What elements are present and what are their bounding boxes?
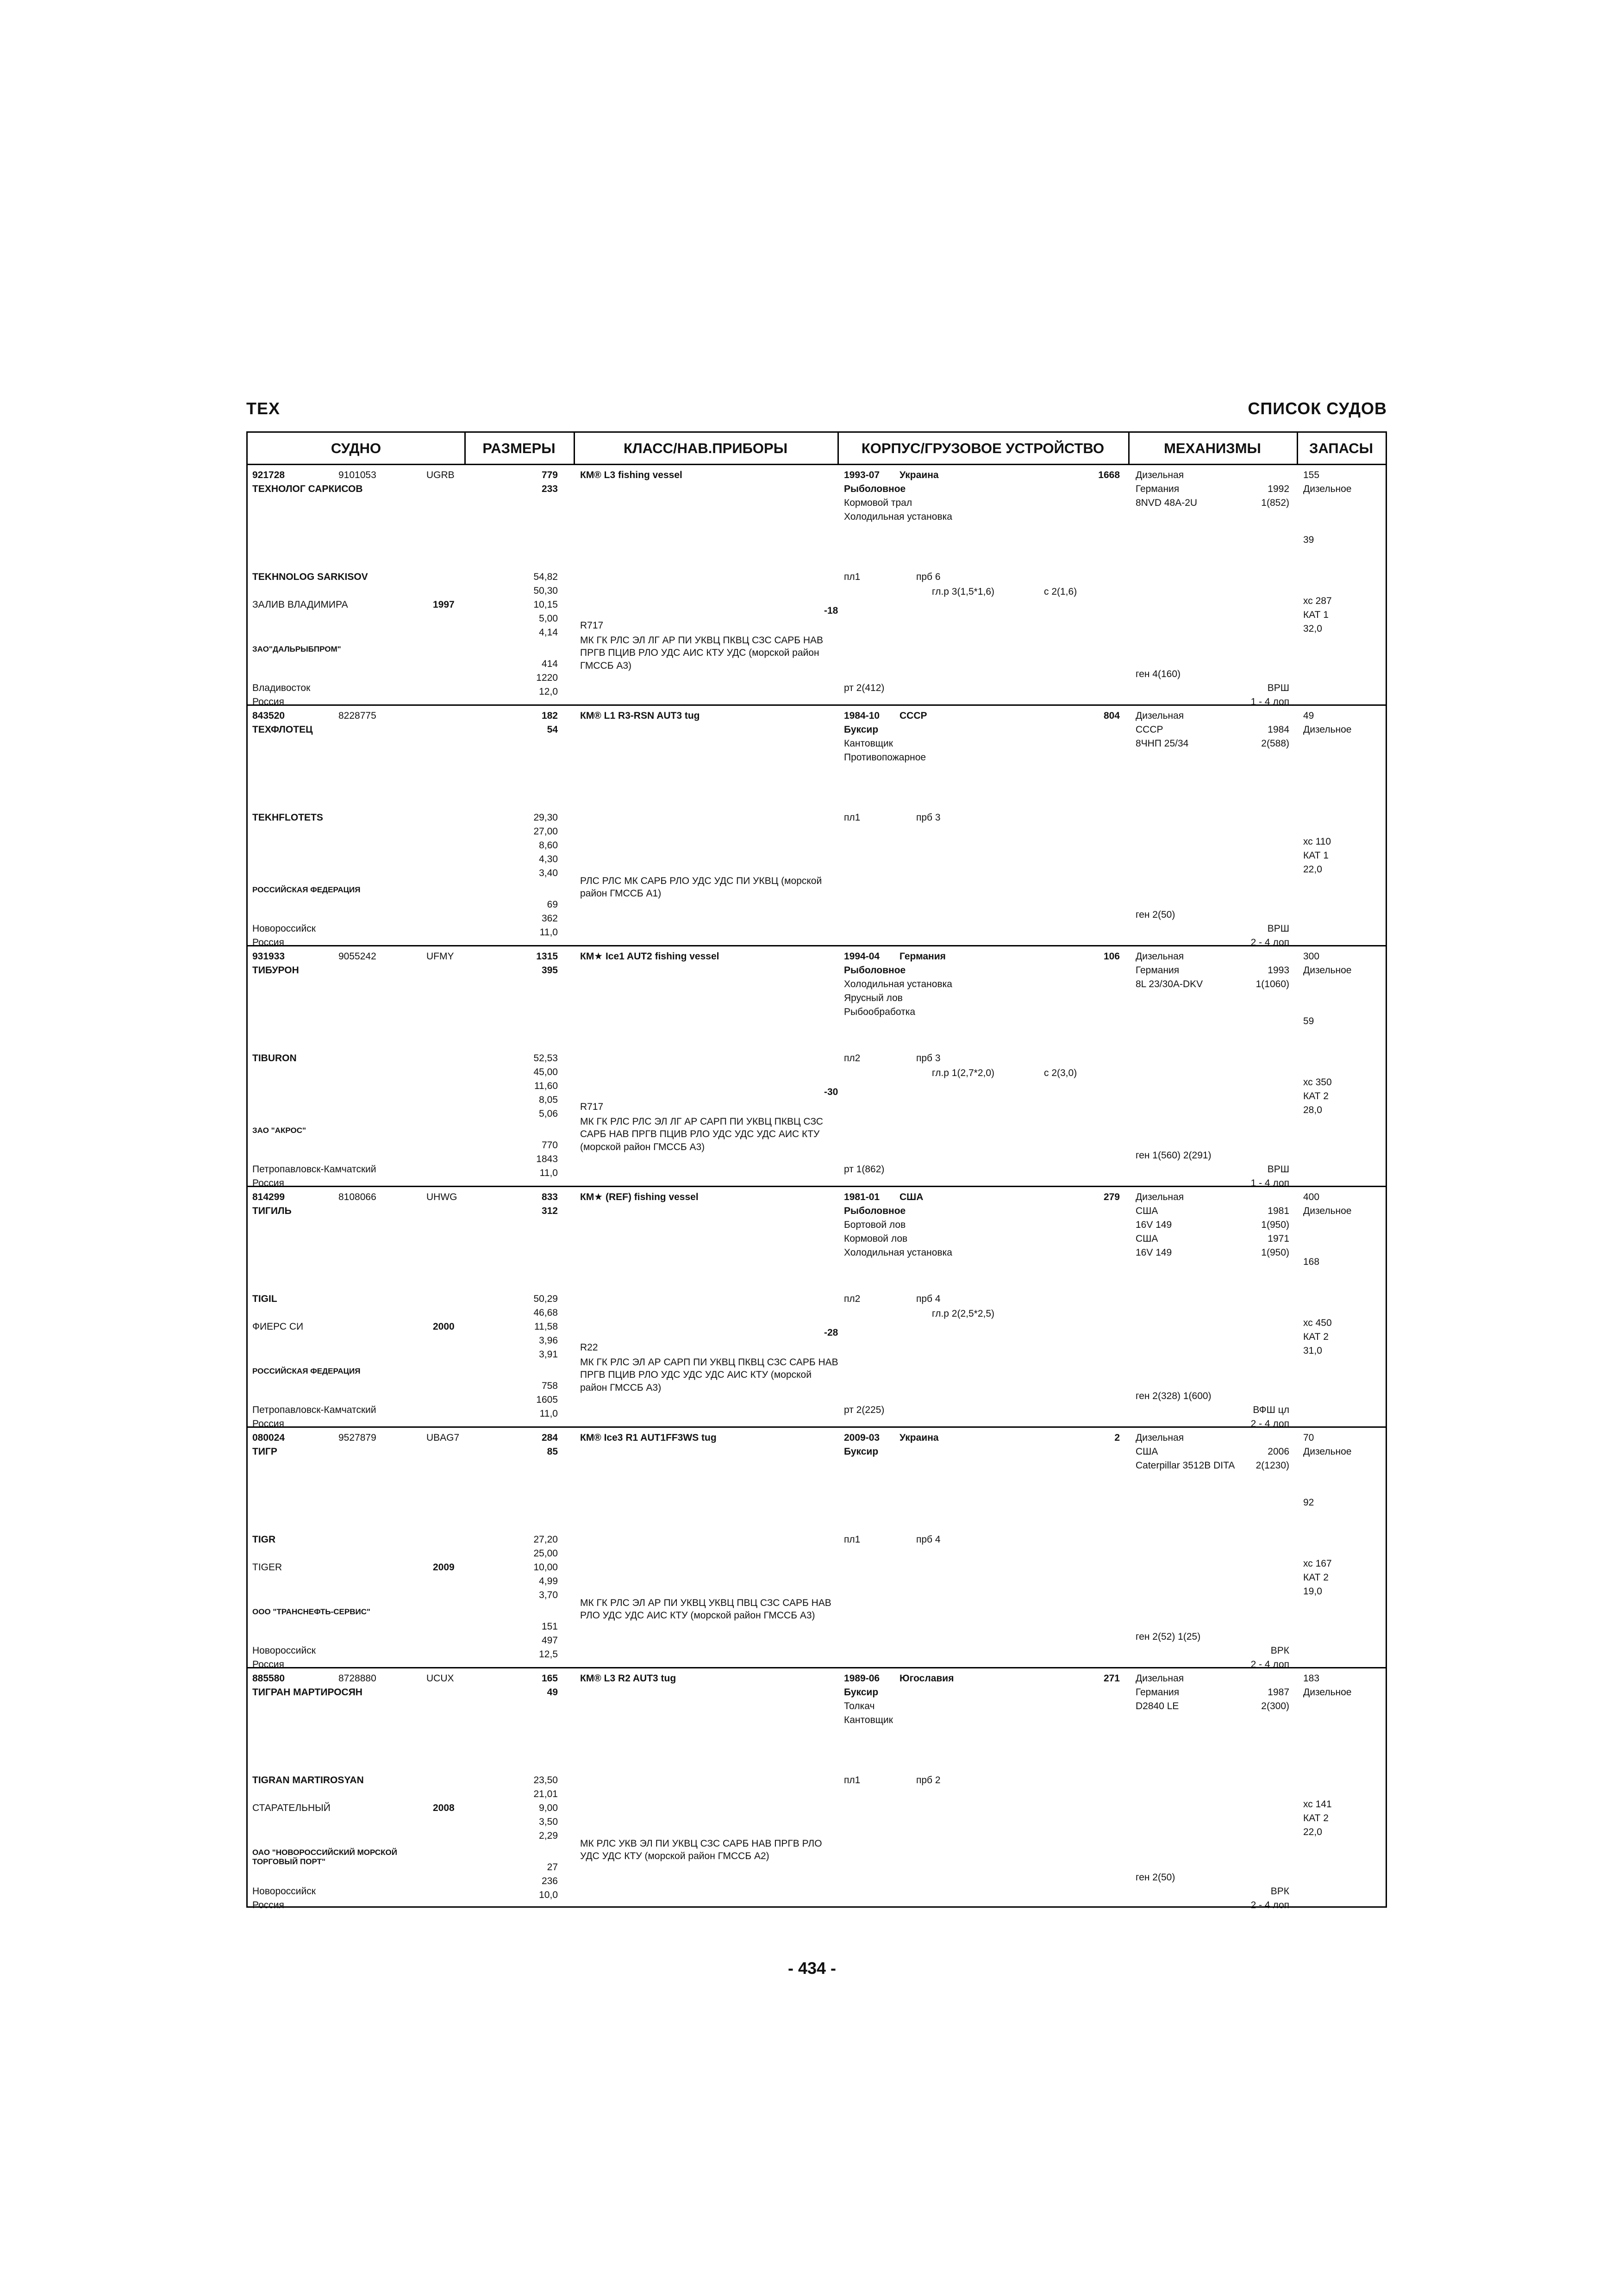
refrigerant: R22: [580, 1342, 598, 1353]
reg-number: 931933: [252, 951, 285, 962]
decks: пл1: [844, 572, 861, 582]
generators: ген 1(560) 2(291): [1136, 1150, 1212, 1161]
engine-country-2: США: [1136, 1233, 1158, 1244]
dimension-value: 46,68: [533, 1307, 558, 1318]
imo-number: 9101053: [338, 470, 376, 480]
vessel-record: [248, 1668, 1386, 1909]
fuel-amount: 70: [1303, 1432, 1314, 1443]
build-country: Югославия: [899, 1673, 954, 1684]
hull-feature: Бортовой лов: [844, 1220, 906, 1230]
divider: [837, 433, 839, 465]
former-name: СТАРАТЕЛЬНЫЙ: [252, 1803, 331, 1813]
build-country: Германия: [899, 951, 946, 962]
refrigerant: R717: [580, 1101, 604, 1112]
fuel-amount: 155: [1303, 470, 1320, 480]
hull-feature: Кантовщик: [844, 738, 893, 749]
speed: 12,0: [539, 686, 558, 697]
engine-model: D2840 LE: [1136, 1701, 1179, 1711]
hull-number: 2: [1114, 1432, 1120, 1443]
vessel-name-lat: TIBURON: [252, 1053, 297, 1064]
engine-country: Германия: [1136, 484, 1180, 494]
deadweight: 414: [541, 659, 558, 669]
flag-country: Россия: [252, 697, 284, 707]
hold-capacity: рт 1(862): [844, 1164, 885, 1175]
former-name-year: 2009: [433, 1562, 455, 1573]
category: КАТ 2: [1303, 1813, 1329, 1823]
water-amount: 92: [1303, 1497, 1314, 1508]
endurance: 22,0: [1303, 864, 1322, 875]
holds: прб 2: [916, 1775, 941, 1786]
speed: 10,0: [539, 1890, 558, 1900]
cargo-gear-2: с 2(1,6): [1044, 586, 1077, 597]
dimension-value: 4,14: [539, 627, 558, 638]
vessel-name-ru: ТЕХФЛОТЕЦ: [252, 724, 313, 735]
holds: прб 3: [916, 1053, 941, 1064]
column-header-class: КЛАСС/НАВ.ПРИБОРЫ: [574, 433, 837, 465]
holds: прб 6: [916, 572, 941, 582]
dimension-value: 2,29: [539, 1830, 558, 1841]
nav-equipment: МК ГК РЛС ЭЛ АР ПИ УКВЦ УКВЦ ПВЦ СЗС САРБ НАВ РЛО УДС УДС АИС КТУ (морской район ГМССБ А3): [580, 1598, 831, 1621]
call-sign: UCUX: [426, 1673, 454, 1684]
dimension-value: 50,29: [533, 1294, 558, 1304]
propeller-blades: 1 - 4 лоп: [1250, 697, 1289, 707]
engine-model: 8L 23/30A-DKV: [1136, 979, 1203, 989]
column-header-hull: КОРПУС/ГРУЗОВОЕ УСТРОЙСТВО: [837, 433, 1128, 465]
engine-power: 1(950): [1261, 1220, 1289, 1230]
propeller: ВФШ цл: [1253, 1405, 1289, 1415]
flag-country: Россия: [252, 1900, 284, 1910]
build-date: 1981-01: [844, 1192, 880, 1202]
home-port: Новороссийск: [252, 923, 316, 934]
vessel-record: [248, 706, 1386, 946]
owner: РОССИЙСКАЯ ФЕДЕРАЦИЯ: [252, 1367, 361, 1375]
engine-model: 8NVD 48A-2U: [1136, 498, 1198, 508]
dimension-value: 10,15: [533, 599, 558, 610]
water-amount: 39: [1303, 535, 1314, 545]
column-header-machinery: МЕХАНИЗМЫ: [1128, 433, 1297, 465]
hull-number: 106: [1103, 951, 1120, 962]
class-notation: КМ® Ice3 R1 AUT1FF3WS tug: [580, 1432, 717, 1443]
vessel-name-ru: ТЕХНОЛОГ САРКИСОВ: [252, 484, 363, 494]
vessel-record: [248, 465, 1386, 706]
former-name-year: 2008: [433, 1803, 455, 1813]
call-sign: UHWG: [426, 1192, 457, 1202]
home-port: Петропавловск-Камчатский: [252, 1405, 376, 1415]
cargo-gear: гл.р 3(1,5*1,6): [932, 586, 995, 597]
dimension-value: 11,60: [534, 1081, 558, 1091]
divider: [574, 433, 575, 465]
speed: 11,0: [539, 1168, 558, 1178]
engine-power: 2(588): [1261, 738, 1289, 749]
displacement: 362: [541, 913, 558, 924]
hull-feature: Толкач: [844, 1701, 875, 1711]
net-tonnage: 54: [547, 724, 558, 735]
hull-feature: Противопожарное: [844, 752, 926, 763]
column-header-dimensions: РАЗМЕРЫ: [464, 433, 574, 465]
engine-model: Caterpillar 3512B DITA: [1136, 1460, 1235, 1471]
hull-feature: Холодильная установка: [844, 979, 952, 989]
column-header-supplies: ЗАПАСЫ: [1297, 433, 1386, 465]
dimension-value: 4,99: [539, 1576, 558, 1587]
engine-type: Дизельная: [1136, 1432, 1184, 1443]
imo-number: 9527879: [338, 1432, 376, 1443]
build-date: 1994-04: [844, 951, 880, 962]
displacement: 236: [541, 1876, 558, 1886]
propeller-blades: 2 - 4 лоп: [1250, 1900, 1289, 1910]
engine-year: 1984: [1268, 724, 1289, 735]
gross-tonnage: 182: [541, 710, 558, 721]
vessel-name-ru: ТИГР: [252, 1446, 277, 1457]
stores: хс 141: [1303, 1799, 1332, 1810]
build-date: 2009-03: [844, 1432, 880, 1443]
hull-number: 279: [1103, 1192, 1120, 1202]
decks: пл1: [844, 1534, 861, 1545]
vessel-record: [248, 1187, 1386, 1428]
flag-country: Россия: [252, 1659, 284, 1670]
propeller: ВРШ: [1267, 923, 1289, 934]
water-amount: 59: [1303, 1016, 1314, 1027]
former-name-year: 2000: [433, 1321, 455, 1332]
dimension-value: 50,30: [533, 585, 558, 596]
generators: ген 2(50): [1136, 909, 1175, 920]
displacement: 1220: [536, 672, 558, 683]
dimension-value: 52,53: [533, 1053, 558, 1064]
gross-tonnage: 779: [541, 470, 558, 480]
dimension-value: 3,50: [539, 1817, 558, 1827]
propeller-blades: 2 - 4 лоп: [1250, 937, 1289, 948]
engine-model-2: 16V 149: [1136, 1247, 1172, 1258]
nav-equipment: МК РЛС УКВ ЭЛ ПИ УКВЦ СЗС САРБ НАВ ПРГВ РЛО УДС УДС КТУ (морской район ГМССБ А2): [580, 1838, 822, 1862]
engine-year: 1981: [1268, 1206, 1289, 1216]
owner: ЗАО "АКРОС": [252, 1126, 306, 1135]
engine-type: Дизельная: [1136, 470, 1184, 480]
build-country: США: [899, 1192, 924, 1202]
dimension-value: 54,82: [533, 572, 558, 582]
build-country: Украина: [899, 470, 939, 480]
column-header-vessel: СУДНО: [248, 433, 464, 465]
gross-tonnage: 833: [541, 1192, 558, 1202]
vessel-type: Рыболовное: [844, 965, 906, 976]
vessel-name-ru: ТИГРАН МАРТИРОСЯН: [252, 1687, 362, 1698]
category: КАТ 1: [1303, 850, 1329, 861]
build-date: 1989-06: [844, 1673, 880, 1684]
former-name: TIGER: [252, 1562, 282, 1573]
holds: прб 4: [916, 1294, 941, 1304]
engine-power-2: 1(950): [1261, 1247, 1289, 1258]
gross-tonnage: 284: [541, 1432, 558, 1443]
refrigerant: R717: [580, 620, 604, 631]
hold-temperature: -30: [824, 1087, 838, 1097]
hold-capacity: рт 2(412): [844, 683, 885, 693]
net-tonnage: 49: [547, 1687, 558, 1698]
vessel-record: [248, 1428, 1386, 1668]
vessel-type: Буксир: [844, 1446, 879, 1457]
propeller: ВРК: [1270, 1645, 1289, 1656]
reg-number: 080024: [252, 1432, 285, 1443]
class-notation: КМ® L3 R2 AUT3 tug: [580, 1673, 676, 1684]
vessel-type: Буксир: [844, 724, 879, 735]
fuel-amount: 300: [1303, 951, 1320, 962]
deadweight: 27: [547, 1862, 558, 1873]
endurance: 19,0: [1303, 1586, 1322, 1597]
generators: ген 2(50): [1136, 1872, 1175, 1883]
propeller: ВРШ: [1267, 1164, 1289, 1175]
engine-type: Дизельная: [1136, 1673, 1184, 1684]
deadweight: 151: [541, 1621, 558, 1632]
divider: [464, 433, 466, 465]
propeller-blades: 1 - 4 лоп: [1250, 1178, 1289, 1188]
hold-capacity: рт 2(225): [844, 1405, 885, 1415]
engine-power: 1(1060): [1255, 979, 1289, 989]
reg-number: 921728: [252, 470, 285, 480]
engine-country: США: [1136, 1446, 1158, 1457]
dimension-value: 23,50: [533, 1775, 558, 1786]
fuel-type: Дизельное: [1303, 1687, 1352, 1698]
engine-country: СССР: [1136, 724, 1163, 735]
speed: 11,0: [539, 1408, 558, 1419]
reg-number: 885580: [252, 1673, 285, 1684]
engine-power: 2(300): [1261, 1701, 1289, 1711]
call-sign: UBAG7: [426, 1432, 460, 1443]
dimension-value: 3,70: [539, 1590, 558, 1600]
vessel-name-lat: TEKHNOLOG SARKISOV: [252, 572, 368, 582]
dimension-value: 27,00: [533, 826, 558, 837]
propeller: ВРШ: [1267, 683, 1289, 693]
category: КАТ 1: [1303, 610, 1329, 620]
dimension-value: 5,00: [539, 613, 558, 624]
hull-number: 804: [1103, 710, 1120, 721]
imo-number: 8108066: [338, 1192, 376, 1202]
vessel-name-lat: TIGR: [252, 1534, 276, 1545]
water-amount: 168: [1303, 1257, 1320, 1267]
owner: ОАО "НОВОРОССИЙСКИЙ МОРСКОЙ ТОРГОВЫЙ ПОРТ": [252, 1848, 397, 1867]
generators: ген 2(52) 1(25): [1136, 1631, 1201, 1642]
vessel-name-lat: TIGIL: [252, 1294, 277, 1304]
dimension-value: 27,20: [533, 1534, 558, 1545]
endurance: 22,0: [1303, 1827, 1322, 1837]
class-notation: КМ★ (REF) fishing vessel: [580, 1192, 699, 1202]
hold-temperature: -18: [824, 605, 838, 616]
propeller: ВРК: [1270, 1886, 1289, 1897]
fuel-type: Дизельное: [1303, 484, 1352, 494]
fuel-type: Дизельное: [1303, 724, 1352, 735]
nav-equipment: РЛС РЛС МК САРБ РЛО УДС УДС ПИ УКВЦ (морской район ГМССБ А1): [580, 876, 822, 899]
vessel-name-lat: TEKHFLOTETS: [252, 812, 323, 823]
decks: пл2: [844, 1294, 861, 1304]
decks: пл1: [844, 1775, 861, 1786]
class-notation: КМ® L1 R3-RSN AUT3 tug: [580, 710, 700, 721]
hull-number: 1668: [1098, 470, 1120, 480]
home-port: Новороссийск: [252, 1886, 316, 1897]
vessel-type: Рыболовное: [844, 1206, 906, 1216]
stores: хс 110: [1303, 836, 1331, 847]
home-port: Владивосток: [252, 683, 311, 693]
propeller-blades: 2 - 4 лоп: [1250, 1419, 1289, 1429]
home-port: Петропавловск-Камчатский: [252, 1164, 376, 1175]
dimension-value: 10,00: [533, 1562, 558, 1573]
hull-feature: Кормовой трал: [844, 498, 912, 508]
hull-feature: Кантовщик: [844, 1715, 893, 1725]
vessel-name-lat: TIGRAN MARTIROSYAN: [252, 1775, 364, 1786]
engine-type: Дизельная: [1136, 710, 1184, 721]
former-name: ФИЕРС СИ: [252, 1321, 304, 1332]
deadweight: 758: [541, 1381, 558, 1391]
engine-year: 2006: [1268, 1446, 1289, 1457]
net-tonnage: 85: [547, 1446, 558, 1457]
category: КАТ 2: [1303, 1572, 1329, 1583]
decks: пл1: [844, 812, 861, 823]
cargo-gear: гл.р 2(2,5*2,5): [932, 1308, 995, 1319]
owner: ООО "ТРАНСНЕФТЬ-СЕРВИС": [252, 1607, 371, 1616]
cargo-gear: гл.р 1(2,7*2,0): [932, 1068, 995, 1078]
hull-number: 271: [1103, 1673, 1120, 1684]
propeller-blades: 2 - 4 лоп: [1250, 1659, 1289, 1670]
dimension-value: 11,58: [534, 1321, 558, 1332]
cargo-gear-2: с 2(3,0): [1044, 1068, 1077, 1078]
build-date: 1993-07: [844, 470, 880, 480]
running-header-right: СПИСОК СУДОВ: [1248, 399, 1387, 418]
divider: [1128, 433, 1130, 465]
divider: [1297, 433, 1298, 465]
gross-tonnage: 1315: [536, 951, 558, 962]
net-tonnage: 233: [541, 484, 558, 494]
dimension-value: 5,06: [539, 1108, 558, 1119]
gross-tonnage: 165: [541, 1673, 558, 1684]
vessel-name-ru: ТИГИЛЬ: [252, 1206, 292, 1216]
reg-number: 814299: [252, 1192, 285, 1202]
endurance: 28,0: [1303, 1105, 1322, 1115]
holds: прб 3: [916, 812, 941, 823]
dimension-value: 9,00: [539, 1803, 558, 1813]
generators: ген 4(160): [1136, 669, 1181, 679]
build-date: 1984-10: [844, 710, 880, 721]
call-sign: UGRB: [426, 470, 455, 480]
home-port: Новороссийск: [252, 1645, 316, 1656]
generators: ген 2(328) 1(600): [1136, 1391, 1212, 1401]
page-number: - 434 -: [787, 1959, 837, 1978]
build-country: Украина: [899, 1432, 939, 1443]
hull-feature: Ярусный лов: [844, 993, 903, 1003]
vessel-table: [246, 431, 1387, 1908]
former-name-year: 1997: [433, 599, 455, 610]
displacement: 1843: [536, 1154, 558, 1164]
displacement: 1605: [536, 1394, 558, 1405]
nav-equipment: МК ГК РЛС ЭЛ ЛГ АР ПИ УКВЦ ПКВЦ СЗС САРБ НАВ ПРГВ ПЦИВ РЛО УДС АИС КТУ УДС (морской район ГМССБ А3): [580, 635, 824, 671]
fuel-amount: 49: [1303, 710, 1314, 721]
hull-feature: Кормовой лов: [844, 1233, 908, 1244]
imo-number: 8728880: [338, 1673, 376, 1684]
hull-feature: Холодильная установка: [844, 511, 952, 522]
call-sign: UFMY: [426, 951, 454, 962]
class-notation: КМ® L3 fishing vessel: [580, 470, 682, 480]
fuel-amount: 183: [1303, 1673, 1320, 1684]
former-name: ЗАЛИВ ВЛАДИМИРА: [252, 599, 348, 610]
running-header-left: ТЕХ: [246, 399, 281, 418]
engine-year-2: 1971: [1268, 1233, 1289, 1244]
engine-type: Дизельная: [1136, 951, 1184, 962]
dimension-value: 29,30: [533, 812, 558, 823]
dimension-value: 3,40: [539, 868, 558, 878]
hold-temperature: -28: [824, 1327, 838, 1338]
flag-country: Россия: [252, 937, 284, 948]
vessel-record: [248, 946, 1386, 1187]
decks: пл2: [844, 1053, 861, 1064]
vessel-type: Буксир: [844, 1687, 879, 1698]
dimension-value: 25,00: [533, 1548, 558, 1559]
owner: ЗАО"ДАЛЬРЫБПРОМ": [252, 645, 341, 653]
speed: 12,5: [539, 1649, 558, 1660]
engine-power: 2(1230): [1255, 1460, 1289, 1471]
nav-equipment: МК ГК РЛС РЛС ЭЛ ЛГ АР САРП ПИ УКВЦ ПКВЦ СЗС САРБ НАВ ПРГВ ПЦИВ РЛО УДС УДС УДС АИС КТУ (морской район ГМССБ А3): [580, 1116, 823, 1152]
fuel-type: Дизельное: [1303, 1206, 1352, 1216]
fuel-type: Дизельное: [1303, 1446, 1352, 1457]
engine-country: Германия: [1136, 1687, 1180, 1698]
vessel-name-ru: ТИБУРОН: [252, 965, 299, 976]
stores: хс 167: [1303, 1558, 1332, 1569]
engine-year: 1993: [1268, 965, 1289, 976]
displacement: 497: [541, 1635, 558, 1646]
speed: 11,0: [539, 927, 558, 938]
flag-country: Россия: [252, 1419, 284, 1429]
hull-feature: Рыбообработка: [844, 1007, 916, 1017]
build-country: СССР: [899, 710, 927, 721]
dimension-value: 3,91: [539, 1349, 558, 1360]
dimension-value: 4,30: [539, 854, 558, 865]
holds: прб 4: [916, 1534, 941, 1545]
net-tonnage: 395: [541, 965, 558, 976]
engine-year: 1992: [1268, 484, 1289, 494]
flag-country: Россия: [252, 1178, 284, 1188]
endurance: 32,0: [1303, 623, 1322, 634]
category: КАТ 2: [1303, 1332, 1329, 1342]
net-tonnage: 312: [541, 1206, 558, 1216]
imo-number: 8228775: [338, 710, 376, 721]
dimension-value: 8,05: [539, 1095, 558, 1105]
owner: РОССИЙСКАЯ ФЕДЕРАЦИЯ: [252, 885, 361, 894]
engine-country: США: [1136, 1206, 1158, 1216]
engine-country: Германия: [1136, 965, 1180, 976]
engine-model: 16V 149: [1136, 1220, 1172, 1230]
vessel-type: Рыболовное: [844, 484, 906, 494]
stores: хс 450: [1303, 1318, 1332, 1328]
imo-number: 9055242: [338, 951, 376, 962]
engine-type: Дизельная: [1136, 1192, 1184, 1202]
engine-year: 1987: [1268, 1687, 1289, 1698]
hull-feature: Холодильная установка: [844, 1247, 952, 1258]
nav-equipment: МК ГК РЛС ЭЛ АР САРП ПИ УКВЦ ПКВЦ СЗС САРБ НАВ ПРГВ ПЦИВ РЛО УДС УДС УДС АИС КТУ (морской район ГМССБ А3): [580, 1357, 838, 1393]
class-notation: КМ★ Ice1 AUT2 fishing vessel: [580, 951, 719, 962]
deadweight: 770: [541, 1140, 558, 1151]
dimension-value: 45,00: [533, 1067, 558, 1077]
stores: хс 287: [1303, 596, 1332, 606]
dimension-value: 8,60: [539, 840, 558, 851]
engine-model: 8ЧНП 25/34: [1136, 738, 1189, 749]
fuel-amount: 400: [1303, 1192, 1320, 1202]
stores: хс 350: [1303, 1077, 1332, 1088]
dimension-value: 3,96: [539, 1335, 558, 1346]
reg-number: 843520: [252, 710, 285, 721]
engine-power: 1(852): [1261, 498, 1289, 508]
category: КАТ 2: [1303, 1091, 1329, 1101]
endurance: 31,0: [1303, 1345, 1322, 1356]
dimension-value: 21,01: [533, 1789, 558, 1799]
deadweight: 69: [547, 899, 558, 910]
fuel-type: Дизельное: [1303, 965, 1352, 976]
